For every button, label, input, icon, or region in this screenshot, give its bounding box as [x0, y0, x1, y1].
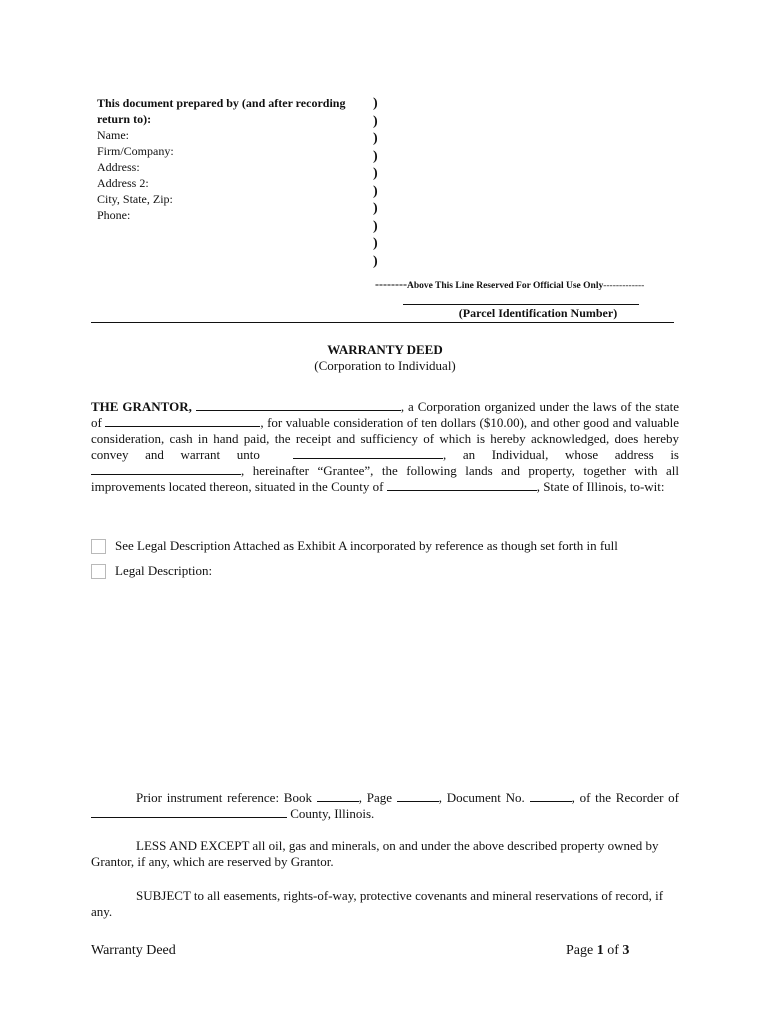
prior-text-4: , of the Recorder of [571, 790, 679, 805]
grantor-text-3: , an Individual, whose address is [443, 447, 679, 462]
prior-text-2: , Page [358, 790, 397, 805]
page-separator: of [603, 943, 623, 958]
reserved-trail-dashes: ------------- [603, 281, 645, 291]
footer-document-name: Warranty Deed [91, 943, 176, 958]
exhibit-option[interactable] [91, 538, 618, 554]
preparer-address-label: Address: [97, 160, 140, 174]
grantor-paragraph [91, 399, 679, 495]
less-except-paragraph: LESS AND EXCEPT all oil, gas and minerals, on and under the above described property owned by Grantor, if any, which are reserved by Grantor. [91, 838, 659, 869]
prior-text-5: County, Illinois. [287, 806, 375, 821]
grantor-text-5: , State of Illinois, to-wit: [536, 479, 665, 494]
prior-text-3: , Document No. [438, 790, 530, 805]
recorder-county-blank[interactable] [91, 806, 287, 818]
parcel-label: (Parcel Identification Number) [458, 306, 618, 320]
book-blank[interactable] [317, 790, 359, 802]
state-blank[interactable] [105, 415, 260, 427]
preparer-city-label: City, State, Zip: [97, 192, 173, 206]
prior-instrument-paragraph [91, 790, 679, 822]
grantor-lead: THE GRANTOR, [91, 399, 192, 414]
legal-description-checkbox[interactable] [91, 564, 106, 579]
county-blank[interactable] [387, 479, 537, 491]
preparer-phone-label: Phone: [97, 208, 131, 222]
page-blank[interactable] [397, 790, 439, 802]
legal-description-label: Legal Description: [115, 563, 213, 578]
grantor-name-blank[interactable] [196, 399, 401, 411]
preparer-block [97, 95, 367, 223]
reserved-text: Above This Line Reserved For Official Use Only [406, 281, 604, 291]
page-prefix: Page [566, 943, 597, 958]
reserved-lead-dashes: -------- [375, 277, 407, 291]
page-total: 3 [622, 943, 630, 958]
deed-title: WARRANTY DEED [327, 342, 443, 357]
grantor-text-1: , a Corporation organized under the laws of the state of [91, 399, 680, 430]
parcel-number-line [403, 304, 639, 305]
preparer-heading: This document prepared by (and after recording return to): [97, 96, 346, 126]
exhibit-checkbox[interactable] [91, 539, 106, 554]
divider-line [91, 322, 674, 323]
prior-text-1: Prior instrument reference: Book [136, 790, 317, 805]
preparer-firm-label: Firm/Company: [97, 144, 174, 158]
exhibit-option-label: See Legal Description Attached as Exhibit A incorporated by reference as though set forth in full [115, 538, 618, 553]
grantor-text-2: , for valuable consideration of ten dollars ($10.00), and other good and valuable consideration, cash in hand paid, the receipt and sufficiency of which is hereby acknowledged, does hereby convey and warrant unto [91, 415, 679, 462]
page-current: 1 [596, 943, 604, 958]
preparer-name-label: Name: [97, 128, 129, 142]
footer-page-number [566, 943, 629, 959]
bracket-column: ) ) ) ) ) ) ) ) ) ) [373, 96, 378, 269]
deed-subtitle: (Corporation to Individual) [314, 358, 456, 373]
official-use-line [375, 277, 644, 292]
preparer-address2-label: Address 2: [97, 176, 149, 190]
document-number-blank[interactable] [530, 790, 572, 802]
legal-description-option[interactable] [91, 563, 212, 579]
grantee-name-blank[interactable] [293, 447, 443, 459]
grantor-text-4: , hereinafter “Grantee”, the following lands and property, together with all improvements located thereon, situated in the County of [91, 463, 679, 494]
subject-to-paragraph: SUBJECT to all easements, rights-of-way, protective covenants and mineral reservations of record, if any. [91, 888, 664, 919]
grantee-address-blank[interactable] [91, 463, 241, 475]
